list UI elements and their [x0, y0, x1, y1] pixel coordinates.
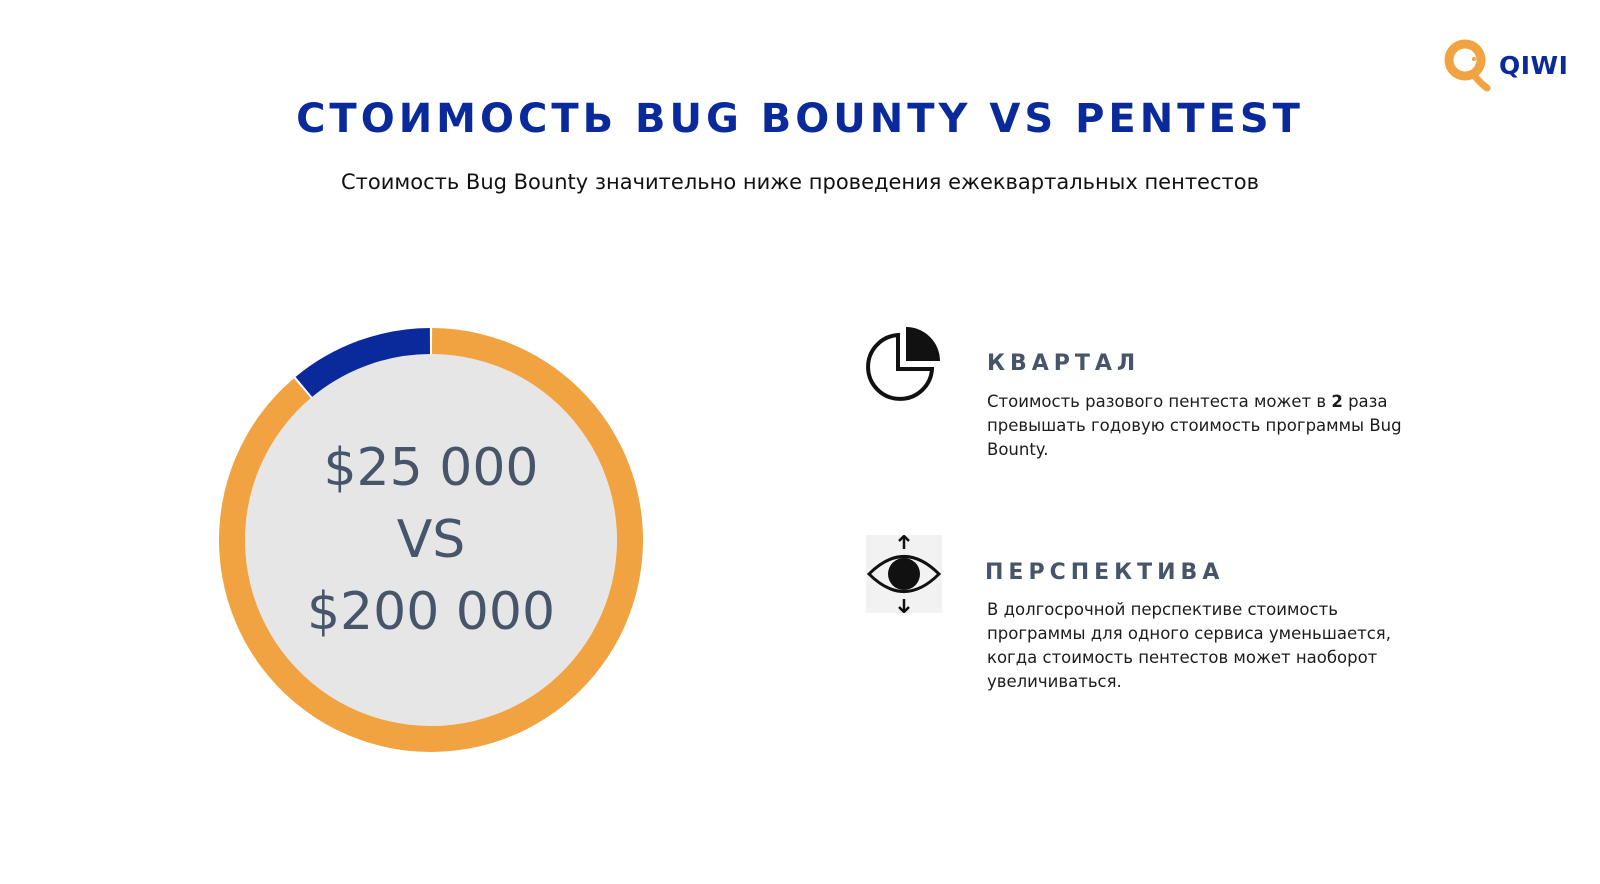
- center-label-vs: VS: [396, 510, 466, 570]
- feature-text-quarter-bold: 2: [1331, 392, 1343, 411]
- feature-text-perspective: В долгосрочной перспективе стоимость программы для одного сервиса уменьшается, когда стоимость пентестов может наоборот увеличиваться.: [987, 600, 1391, 691]
- feature-text-quarter: [987, 390, 1407, 462]
- feature-text-quarter-2: раза превышать годовую стоимость программы Bug Bounty.: [987, 392, 1402, 459]
- feature-text-quarter-1: Стоимость разового пентеста может в: [987, 392, 1332, 411]
- page-title: СТОИМОСТЬ BUG BOUNTY VS PENTEST: [296, 96, 1304, 142]
- cost-donut-chart: [219, 328, 643, 752]
- feature-title-quarter: КВАРТАЛ: [987, 351, 1141, 376]
- eye-icon: [866, 535, 942, 618]
- qiwi-logo-icon: [1443, 38, 1493, 92]
- center-label-bugbounty: $25 000: [323, 438, 539, 498]
- logo-text: QIWI: [1499, 50, 1569, 80]
- center-label-pentest: $200 000: [306, 582, 556, 642]
- qiwi-logo: [1443, 38, 1568, 92]
- donut-center-labels: [219, 328, 643, 752]
- feature-title-perspective: ПЕРСПЕКТИВА: [985, 560, 1225, 585]
- pie-chart-icon: [862, 325, 942, 410]
- page-subtitle: Стоимость Bug Bounty значительно ниже проведения ежеквартальных пентестов: [341, 170, 1259, 194]
